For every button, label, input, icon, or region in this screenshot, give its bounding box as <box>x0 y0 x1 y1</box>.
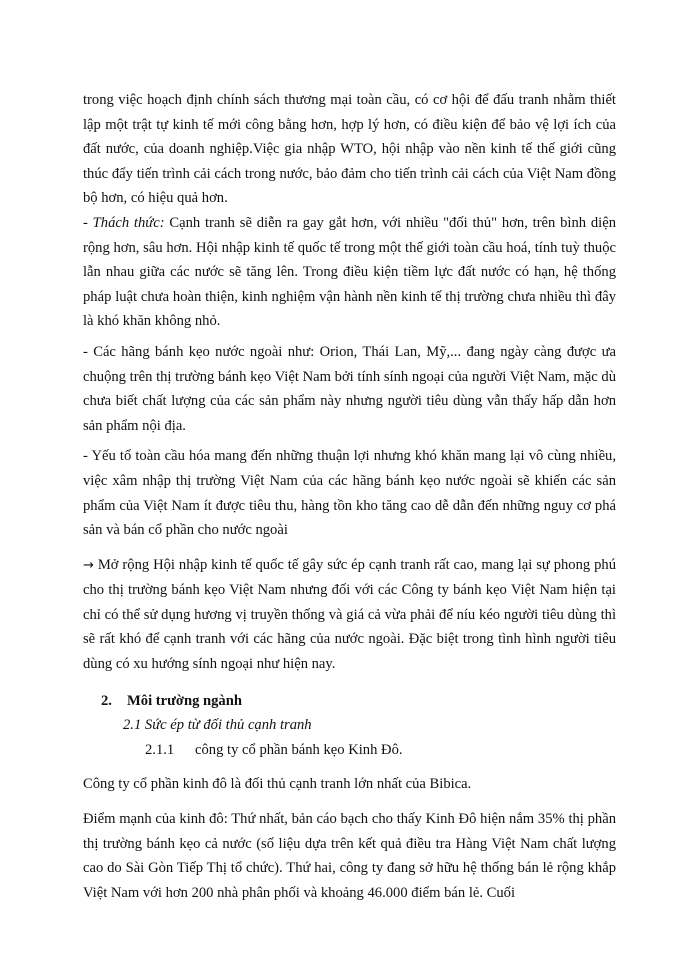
subsection-number: 2.1.1 <box>145 741 175 758</box>
arrow-icon: → <box>83 557 94 573</box>
subsection-title: công ty cổ phần bánh kẹo Kinh Đô. <box>195 741 403 758</box>
paragraph-globalization: - Yếu tố toàn cầu hóa mang đến những thuận lợi nhưng khó khăn mang lại vô cùng nhiều, việc xâm nhập thị trường Việt Nam của các hãng bánh kẹo nước ngoài sẽ khiến các sản phẩm của Việt Nam ít được tiêu thu, hàng tồn kho tăng cao dễ dẫn đến những nguy cơ phá sản và bán cổ phần cho nước ngoài <box>83 448 616 539</box>
paragraph-opportunity-continued: trong việc hoạch định chính sách thương mại toàn cầu, có cơ hội để đấu tranh nhằm thiết lập một trật tự kinh tế mới công bằng hơn, hợp lý hơn, có điều kiện để bảo vệ lợi ích của đất nước, của doanh nghiệp.Việc gia nhập WTO, hội nhập vào nền kinh tế thế giới cũng thúc đẩy tiến trình cải cách trong nước, bảo đảm cho tiến trình cải cách của Việt Nam đồng bộ hơn, có hiệu quả hơn. <box>83 92 616 207</box>
page-content <box>83 88 616 905</box>
paragraph-challenges <box>83 211 616 334</box>
subsection-heading-2-1: 2.1 Sức ép từ đối thủ cạnh tranh <box>123 717 312 734</box>
challenges-label: Thách thức: <box>92 214 165 231</box>
paragraph-conclusion <box>83 553 616 677</box>
paragraph-foreign-brands: - Các hãng bánh kẹo nước ngoài như: Orion, Thái Lan, Mỹ,... đang ngày càng được ưa chuộng trên thị trường bánh kẹo Việt Nam bởi tính sính ngoại của người Việt Nam, mặc dù chưa biết chất lượng của các sản phẩm này nhưng người tiêu dùng vẫn thấy hấp dẫn hơn sản phẩm nội địa. <box>83 343 616 434</box>
section-number: 2. <box>101 692 112 709</box>
subsection-heading-2-1-1 <box>83 738 616 763</box>
section-title: Môi trường ngành <box>127 692 242 709</box>
bullet-dash: - <box>83 214 93 231</box>
paragraph-strengths: Điểm mạnh của kinh đô: Thứ nhất, bản cáo bạch cho thấy Kinh Đô hiện nắm 35% thị phần thị trường bánh kẹo cả nước (số liệu dựa trên kết quả điều tra Hàng Việt Nam chất lượng cao do Sài Gòn Tiếp Thị tổ chức). Thứ hai, công ty đang sở hữu hệ thống bán lẻ rộng khắp Việt Nam với hơn 200 nhà phân phối và khoảng 46.000 điểm bán lẻ. Cuối <box>83 811 616 901</box>
challenges-text: Cạnh tranh sẽ diễn ra gay gắt hơn, với nhiều "đối thủ" hơn, trên bình diện rộng hơn, sâu hơn. Hội nhập kinh tế quốc tế trong một thế giới toàn cầu hoá, tính tuỳ thuộc lẫn nhau giữa các nước sẽ tăng lên. Trong điều kiện tiềm lực đất nước có hạn, hệ thống pháp luật chưa hoàn thiện, kinh nghiệm vận hành nền kinh tế thị trường chưa nhiều thì đây là khó khăn không nhỏ. <box>83 214 616 330</box>
section-heading-2 <box>83 689 616 714</box>
conclusion-text: Mở rộng Hội nhập kinh tế quốc tế gây sức ép cạnh tranh rất cao, mang lại sự phong phú cho thị trường bánh kẹo Việt Nam nhưng đối với các Công ty bánh kẹo Việt Nam hiện tại chỉ có thể sử dụng hương vị truyền thống và giá cả vừa phải để níu kéo người tiêu dùng thì sẽ rất khó để cạnh tranh với các hãng của nước ngoài. Đặc biệt trong tình hình người tiêu dùng có xu hướng sính ngoại như hiện nay. <box>83 556 616 673</box>
paragraph-main-competitor: Công ty cổ phần kinh đô là đối thủ cạnh tranh lớn nhất của Bibica. <box>83 776 472 793</box>
